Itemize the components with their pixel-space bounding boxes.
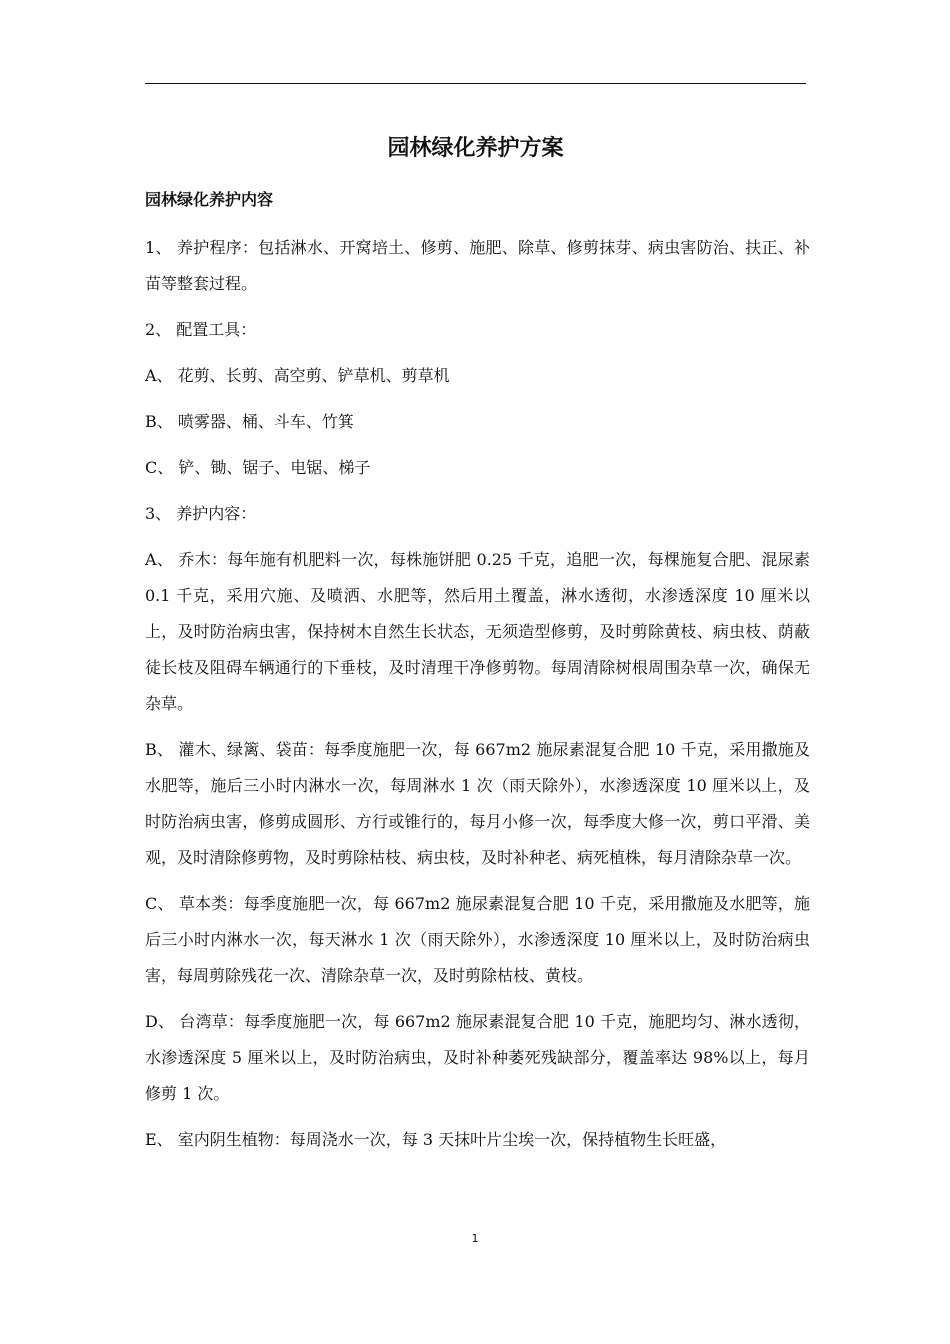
paragraph-6: 3、 养护内容：: [145, 504, 257, 523]
header-rule: [145, 83, 806, 84]
page-number: 1: [471, 1232, 479, 1245]
paragraph-8: B、 灌木、绿篱、袋苗：每季度施肥一次，每 667m2 施尿素混复合肥 10 千克，采用撒施及水肥等，施后三小时内淋水一次，每周淋水 1 次（雨天除外），水渗透深度 10 厘米以上，及时防治病虫害，修剪成圆形、方行或锥行的，每月小修一次，每季度大修一次，剪口平滑、美观，及时清除修剪物，及时剪除枯枝、病虫枝，及时补种老、病死植株，每月清除杂草一次。: [145, 740, 810, 867]
paragraph-11: E、 室内阴生植物：每周浇水一次，每 3 天抹叶片尘埃一次，保持植物生长旺盛，: [145, 1130, 727, 1149]
paragraph-4: B、 喷雾器、桶、斗车、竹箕: [145, 412, 354, 431]
paragraph-9: C、 草本类：每季度施肥一次，每 667m2 施尿素混复合肥 10 千克，采用撒施及水肥等，施后三小时内淋水一次，每天淋水 1 次（雨天除外），水渗透深度 10 厘米以上，及时防治病虫害，每周剪除残花一次、清除杂草一次，及时剪除枯枝、黄枝。: [145, 894, 810, 985]
section-heading: 园林绿化养护内容: [145, 190, 274, 209]
paragraph-3: A、 花剪、长剪、高空剪、铲草机、剪草机: [145, 366, 450, 385]
paragraph-10: D、 台湾草：每季度施肥一次，每 667m2 施尿素混复合肥 10 千克，施肥均匀、淋水透彻，水渗透深度 5 厘米以上，及时防治病虫，及时补种萎死残缺部分，覆盖率达 98%以上，每月修剪 1 次。: [145, 1012, 810, 1103]
paragraph-5: C、 铲、锄、锯子、电锯、梯子: [145, 458, 371, 477]
paragraph-1: 1、 养护程序：包括淋水、开窝培土、修剪、施肥、除草、修剪抹芽、病虫害防治、扶正、补苗等整套过程。: [145, 238, 810, 293]
paragraph-2: 2、 配置工具：: [145, 320, 257, 339]
document-body: [145, 230, 810, 1168]
paragraph-7: A、 乔木：每年施有机肥料一次，每株施饼肥 0.25 千克，追肥一次，每棵施复合肥、混尿素 0.1 千克，采用穴施、及喷洒、水肥等，然后用土覆盖，淋水透彻，水渗透深度 10 厘米以上，及时防治病虫害，保持树木自然生长状态，无须造型修剪，及时剪除黄枝、病虫枝、荫蔽徒长枝及阻碍车辆通行的下垂枝，及时清理干净修剪物。每周清除树根周围杂草一次，确保无杂草。: [145, 550, 810, 713]
document-title: 园林绿化养护方案: [387, 136, 564, 161]
